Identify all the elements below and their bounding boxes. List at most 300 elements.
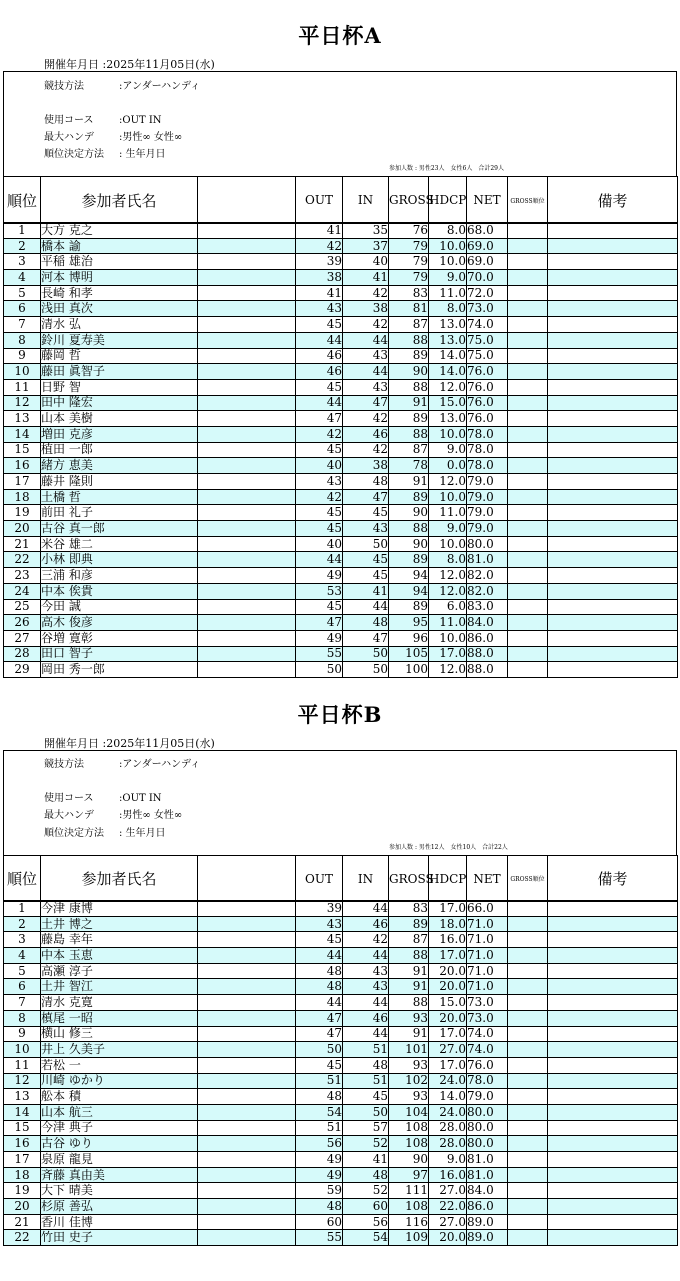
hdcp-cell: 17.0 xyxy=(429,948,467,964)
net-cell: 71.0 xyxy=(467,979,508,995)
name-cell: 中本 俟貴 xyxy=(41,583,198,599)
in-cell: 44 xyxy=(343,599,389,615)
remarks-cell xyxy=(548,1230,678,1246)
in-cell: 42 xyxy=(343,442,389,458)
hdcp-cell: 9.0 xyxy=(429,1152,467,1168)
net-cell: 80.0 xyxy=(467,1136,508,1152)
out-cell: 44 xyxy=(296,995,343,1011)
in-cell: 46 xyxy=(343,916,389,932)
net-cell: 78.0 xyxy=(467,1073,508,1089)
remarks-cell xyxy=(548,615,678,631)
table-row xyxy=(4,332,678,348)
remarks-cell xyxy=(548,1152,678,1168)
out-cell: 43 xyxy=(296,474,343,490)
blank-cell xyxy=(198,1042,296,1058)
in-cell: 42 xyxy=(343,932,389,948)
blank-cell xyxy=(198,411,296,427)
table-row xyxy=(4,395,678,411)
name-cell: 清水 克寛 xyxy=(41,995,198,1011)
name-cell: 田中 隆宏 xyxy=(41,395,198,411)
in-cell: 41 xyxy=(343,270,389,286)
col-net: NET xyxy=(467,856,508,902)
net-cell: 86.0 xyxy=(467,1199,508,1215)
net-cell: 84.0 xyxy=(467,615,508,631)
rank-cell: 18 xyxy=(4,1167,41,1183)
gross-rank-cell xyxy=(508,583,548,599)
hdcp-cell: 28.0 xyxy=(429,1120,467,1136)
col-name: 参加者氏名 xyxy=(41,177,198,224)
rank-cell: 11 xyxy=(4,379,41,395)
rank-cell: 2 xyxy=(4,916,41,932)
gross-rank-cell xyxy=(508,442,548,458)
gross-cell: 79 xyxy=(389,270,429,286)
blank-cell xyxy=(198,1026,296,1042)
table-row xyxy=(4,458,678,474)
in-cell: 50 xyxy=(343,536,389,552)
date-line xyxy=(44,735,215,751)
out-cell: 45 xyxy=(296,505,343,521)
gross-cell: 88 xyxy=(389,332,429,348)
gross-cell: 91 xyxy=(389,474,429,490)
remarks-cell xyxy=(548,1073,678,1089)
hdcp-cell: 6.0 xyxy=(429,599,467,615)
hdcp-cell: 10.0 xyxy=(429,489,467,505)
in-cell: 41 xyxy=(343,583,389,599)
course-value: :OUT IN xyxy=(119,115,162,126)
remarks-cell xyxy=(548,411,678,427)
hdcp-cell: 14.0 xyxy=(429,1089,467,1105)
handi-label: 最大ハンデ xyxy=(44,132,94,143)
method-line xyxy=(44,755,200,770)
participants-value: : 男性23人 女性6人 合計29人 xyxy=(414,165,504,172)
gross-rank-cell xyxy=(508,1183,548,1199)
out-cell: 49 xyxy=(296,630,343,646)
rank-cell: 16 xyxy=(4,1136,41,1152)
col-name: 参加者氏名 xyxy=(41,856,198,902)
remarks-cell xyxy=(548,948,678,964)
hdcp-cell: 15.0 xyxy=(429,995,467,1011)
gross-rank-cell xyxy=(508,1136,548,1152)
table-row xyxy=(4,442,678,458)
course-line xyxy=(44,111,162,126)
table-row xyxy=(4,615,678,631)
rank-cell: 5 xyxy=(4,963,41,979)
blank-cell xyxy=(198,1183,296,1199)
out-cell: 43 xyxy=(296,916,343,932)
out-cell: 47 xyxy=(296,411,343,427)
gross-rank-cell xyxy=(508,599,548,615)
out-cell: 53 xyxy=(296,583,343,599)
net-cell: 73.0 xyxy=(467,995,508,1011)
gross-cell: 81 xyxy=(389,301,429,317)
col-remarks: 備考 xyxy=(548,177,678,224)
col-out: OUT xyxy=(296,177,343,224)
rank-cell: 8 xyxy=(4,1010,41,1026)
hdcp-cell: 12.0 xyxy=(429,662,467,678)
gross-cell: 79 xyxy=(389,254,429,270)
blank-cell xyxy=(198,662,296,678)
gross-rank-cell xyxy=(508,379,548,395)
blank-cell xyxy=(198,1199,296,1215)
hdcp-cell: 11.0 xyxy=(429,615,467,631)
gross-cell: 93 xyxy=(389,1057,429,1073)
in-cell: 43 xyxy=(343,963,389,979)
gross-rank-cell xyxy=(508,646,548,662)
table-row xyxy=(4,348,678,364)
blank-cell xyxy=(198,505,296,521)
rank-cell: 13 xyxy=(4,1089,41,1105)
handi-label: 最大ハンデ xyxy=(44,810,94,821)
gross-rank-cell xyxy=(508,223,548,239)
remarks-cell xyxy=(548,442,678,458)
gross-cell: 94 xyxy=(389,568,429,584)
participants-label: 参加人数 xyxy=(389,165,414,172)
date-value: :2025年11月05日(水) xyxy=(102,737,215,750)
name-cell: 古谷 真一郎 xyxy=(41,521,198,537)
hdcp-cell: 13.0 xyxy=(429,411,467,427)
rank-cell: 17 xyxy=(4,474,41,490)
rank-cell: 3 xyxy=(4,254,41,270)
rank-cell: 28 xyxy=(4,646,41,662)
net-cell: 86.0 xyxy=(467,630,508,646)
net-cell: 73.0 xyxy=(467,301,508,317)
name-cell: 井上 久美子 xyxy=(41,1042,198,1058)
rank-cell: 25 xyxy=(4,599,41,615)
net-cell: 79.0 xyxy=(467,489,508,505)
gross-cell: 88 xyxy=(389,521,429,537)
in-cell: 48 xyxy=(343,615,389,631)
hdcp-cell: 17.0 xyxy=(429,646,467,662)
gross-rank-cell xyxy=(508,254,548,270)
gross-rank-cell xyxy=(508,521,548,537)
gross-cell: 91 xyxy=(389,979,429,995)
hdcp-cell: 17.0 xyxy=(429,1057,467,1073)
remarks-cell xyxy=(548,1183,678,1199)
name-cell: 川崎 ゆかり xyxy=(41,1073,198,1089)
rank-cell: 8 xyxy=(4,332,41,348)
hdcp-cell: 24.0 xyxy=(429,1073,467,1089)
gross-cell: 105 xyxy=(389,646,429,662)
rank-cell: 22 xyxy=(4,1230,41,1246)
gross-rank-cell xyxy=(508,1152,548,1168)
rank-cell: 24 xyxy=(4,583,41,599)
rank-cell: 20 xyxy=(4,521,41,537)
name-cell: 緒方 恵美 xyxy=(41,458,198,474)
in-cell: 50 xyxy=(343,662,389,678)
net-cell: 82.0 xyxy=(467,583,508,599)
in-cell: 45 xyxy=(343,552,389,568)
name-cell: 斉藤 真由美 xyxy=(41,1167,198,1183)
in-cell: 45 xyxy=(343,505,389,521)
gross-cell: 89 xyxy=(389,411,429,427)
remarks-cell xyxy=(548,489,678,505)
out-cell: 51 xyxy=(296,1120,343,1136)
name-cell: 土橋 哲 xyxy=(41,489,198,505)
gross-cell: 91 xyxy=(389,963,429,979)
gross-cell: 108 xyxy=(389,1136,429,1152)
name-cell: 前田 礼子 xyxy=(41,505,198,521)
hdcp-cell: 10.0 xyxy=(429,254,467,270)
rank-cell: 1 xyxy=(4,223,41,239)
out-cell: 49 xyxy=(296,1152,343,1168)
name-cell: 米谷 雄二 xyxy=(41,536,198,552)
page-title: 平日杯B xyxy=(297,702,383,727)
handi-value: :男性∞ 女性∞ xyxy=(119,132,183,143)
col-gross-rank: GROSS順位 xyxy=(508,177,548,224)
remarks-cell xyxy=(548,348,678,364)
remarks-cell xyxy=(548,995,678,1011)
net-cell: 76.0 xyxy=(467,1057,508,1073)
rank-cell: 21 xyxy=(4,1214,41,1230)
name-cell: 増田 克彦 xyxy=(41,426,198,442)
blank-cell xyxy=(198,442,296,458)
name-cell: 日野 智 xyxy=(41,379,198,395)
remarks-cell xyxy=(548,395,678,411)
blank-cell xyxy=(198,489,296,505)
gross-rank-cell xyxy=(508,1057,548,1073)
name-cell: 山本 美樹 xyxy=(41,411,198,427)
in-cell: 48 xyxy=(343,1167,389,1183)
gross-rank-cell xyxy=(508,285,548,301)
net-cell: 82.0 xyxy=(467,568,508,584)
table-row xyxy=(4,995,678,1011)
name-cell: 今田 誠 xyxy=(41,599,198,615)
hdcp-cell: 12.0 xyxy=(429,568,467,584)
net-cell: 69.0 xyxy=(467,254,508,270)
method-line xyxy=(44,77,200,92)
hdcp-cell: 20.0 xyxy=(429,963,467,979)
hdcp-cell: 8.0 xyxy=(429,552,467,568)
header-table xyxy=(3,176,678,224)
in-cell: 42 xyxy=(343,317,389,333)
rank-cell: 1 xyxy=(4,901,41,917)
out-cell: 39 xyxy=(296,901,343,917)
blank-cell xyxy=(198,426,296,442)
net-cell: 66.0 xyxy=(467,901,508,917)
gross-cell: 94 xyxy=(389,583,429,599)
in-cell: 60 xyxy=(343,1199,389,1215)
hdcp-cell: 13.0 xyxy=(429,317,467,333)
gross-rank-cell xyxy=(508,1089,548,1105)
hdcp-cell: 20.0 xyxy=(429,1230,467,1246)
out-cell: 45 xyxy=(296,1057,343,1073)
out-cell: 40 xyxy=(296,458,343,474)
hdcp-cell: 8.0 xyxy=(429,223,467,239)
net-cell: 70.0 xyxy=(467,270,508,286)
blank-cell xyxy=(198,568,296,584)
blank-cell xyxy=(198,1104,296,1120)
gross-cell: 88 xyxy=(389,379,429,395)
gross-cell: 88 xyxy=(389,995,429,1011)
table-row xyxy=(4,1214,678,1230)
table-row xyxy=(4,238,678,254)
out-cell: 45 xyxy=(296,442,343,458)
hdcp-cell: 24.0 xyxy=(429,1104,467,1120)
name-cell: 槙尾 一昭 xyxy=(41,1010,198,1026)
blank-cell xyxy=(198,901,296,917)
in-cell: 42 xyxy=(343,411,389,427)
out-cell: 55 xyxy=(296,646,343,662)
blank-cell xyxy=(198,646,296,662)
hdcp-cell: 16.0 xyxy=(429,1167,467,1183)
method-value: :アンダーハンディ xyxy=(119,759,201,770)
remarks-cell xyxy=(548,285,678,301)
rank-cell: 20 xyxy=(4,1199,41,1215)
table-row xyxy=(4,223,678,239)
rank-cell: 13 xyxy=(4,411,41,427)
blank-cell xyxy=(198,1057,296,1073)
table-row xyxy=(4,932,678,948)
blank-cell xyxy=(198,521,296,537)
blank-cell xyxy=(198,1167,296,1183)
gross-rank-cell xyxy=(508,568,548,584)
date-label: 開催年月日 xyxy=(44,737,99,750)
table-row xyxy=(4,1230,678,1246)
method-value: :アンダーハンディ xyxy=(119,81,201,92)
table-row xyxy=(4,583,678,599)
out-cell: 48 xyxy=(296,963,343,979)
gross-cell: 90 xyxy=(389,505,429,521)
hdcp-cell: 20.0 xyxy=(429,979,467,995)
rank-cell: 7 xyxy=(4,995,41,1011)
out-cell: 38 xyxy=(296,270,343,286)
name-cell: 平稲 雄治 xyxy=(41,254,198,270)
out-cell: 45 xyxy=(296,521,343,537)
course-value: :OUT IN xyxy=(119,793,162,804)
gross-cell: 79 xyxy=(389,238,429,254)
name-cell: 今津 康博 xyxy=(41,901,198,917)
gross-cell: 91 xyxy=(389,395,429,411)
out-cell: 45 xyxy=(296,932,343,948)
name-cell: 大方 克之 xyxy=(41,223,198,239)
out-cell: 43 xyxy=(296,301,343,317)
gross-rank-cell xyxy=(508,995,548,1011)
blank-cell xyxy=(198,364,296,380)
in-cell: 42 xyxy=(343,285,389,301)
net-cell: 71.0 xyxy=(467,916,508,932)
gross-rank-cell xyxy=(508,426,548,442)
hdcp-cell: 10.0 xyxy=(429,536,467,552)
name-cell: 山本 航三 xyxy=(41,1104,198,1120)
out-cell: 54 xyxy=(296,1104,343,1120)
method-label: 競技方法 xyxy=(44,81,84,92)
blank-cell xyxy=(198,615,296,631)
out-cell: 44 xyxy=(296,552,343,568)
gross-cell: 76 xyxy=(389,223,429,239)
col-gross: GROSS xyxy=(389,177,429,224)
in-cell: 43 xyxy=(343,979,389,995)
gross-rank-cell xyxy=(508,615,548,631)
blank-cell xyxy=(198,285,296,301)
net-cell: 75.0 xyxy=(467,348,508,364)
gross-cell: 97 xyxy=(389,1167,429,1183)
remarks-cell xyxy=(548,630,678,646)
blank-cell xyxy=(198,1136,296,1152)
gross-rank-cell xyxy=(508,332,548,348)
table-row xyxy=(4,963,678,979)
gross-rank-cell xyxy=(508,1026,548,1042)
participants-value: : 男性12人 女性10人 合計22人 xyxy=(414,844,508,851)
blank-cell xyxy=(198,979,296,995)
gross-rank-cell xyxy=(508,1104,548,1120)
gross-rank-cell xyxy=(508,348,548,364)
gross-cell: 90 xyxy=(389,364,429,380)
hdcp-cell: 14.0 xyxy=(429,364,467,380)
gross-cell: 109 xyxy=(389,1230,429,1246)
gross-rank-cell xyxy=(508,474,548,490)
gross-rank-cell xyxy=(508,630,548,646)
remarks-cell xyxy=(548,1214,678,1230)
gross-rank-cell xyxy=(508,1167,548,1183)
blank-cell xyxy=(198,916,296,932)
rank-method-value: : 生年月日 xyxy=(119,149,166,160)
table-row xyxy=(4,979,678,995)
gross-rank-cell xyxy=(508,948,548,964)
hdcp-cell: 0.0 xyxy=(429,458,467,474)
in-cell: 48 xyxy=(343,474,389,490)
net-cell: 80.0 xyxy=(467,1104,508,1120)
page-title: 平日杯A xyxy=(298,23,382,48)
gross-cell: 88 xyxy=(389,948,429,964)
blank-cell xyxy=(198,932,296,948)
hdcp-cell: 27.0 xyxy=(429,1042,467,1058)
remarks-cell xyxy=(548,599,678,615)
method-label: 競技方法 xyxy=(44,759,84,770)
remarks-cell xyxy=(548,223,678,239)
out-cell: 49 xyxy=(296,568,343,584)
rank-cell: 10 xyxy=(4,1042,41,1058)
hdcp-cell: 11.0 xyxy=(429,285,467,301)
col-hdcp: HDCP xyxy=(429,856,467,902)
remarks-cell xyxy=(548,979,678,995)
gross-cell: 89 xyxy=(389,552,429,568)
hdcp-cell: 9.0 xyxy=(429,521,467,537)
gross-rank-cell xyxy=(508,489,548,505)
gross-cell: 89 xyxy=(389,489,429,505)
hdcp-cell: 27.0 xyxy=(429,1214,467,1230)
rank-method-line xyxy=(44,824,166,839)
blank-cell xyxy=(198,1089,296,1105)
name-cell: 高木 俊彦 xyxy=(41,615,198,631)
table-row xyxy=(4,285,678,301)
remarks-cell xyxy=(548,662,678,678)
blank-cell xyxy=(198,223,296,239)
out-cell: 47 xyxy=(296,1026,343,1042)
blank-cell xyxy=(198,254,296,270)
name-cell: 今津 典子 xyxy=(41,1120,198,1136)
rank-method-value: : 生年月日 xyxy=(119,828,166,839)
blank-cell xyxy=(198,630,296,646)
in-cell: 37 xyxy=(343,238,389,254)
gross-cell: 89 xyxy=(389,348,429,364)
blank-cell xyxy=(198,1214,296,1230)
table-row xyxy=(4,1057,678,1073)
gross-rank-cell xyxy=(508,1199,548,1215)
in-cell: 50 xyxy=(343,1104,389,1120)
name-cell: 横山 修三 xyxy=(41,1026,198,1042)
name-cell: 古谷 ゆり xyxy=(41,1136,198,1152)
in-cell: 44 xyxy=(343,332,389,348)
remarks-cell xyxy=(548,646,678,662)
gross-rank-cell xyxy=(508,317,548,333)
net-cell: 78.0 xyxy=(467,458,508,474)
blank-cell xyxy=(198,474,296,490)
hdcp-cell: 11.0 xyxy=(429,505,467,521)
net-cell: 88.0 xyxy=(467,646,508,662)
rank-cell: 16 xyxy=(4,458,41,474)
net-cell: 74.0 xyxy=(467,1026,508,1042)
gross-cell: 83 xyxy=(389,285,429,301)
